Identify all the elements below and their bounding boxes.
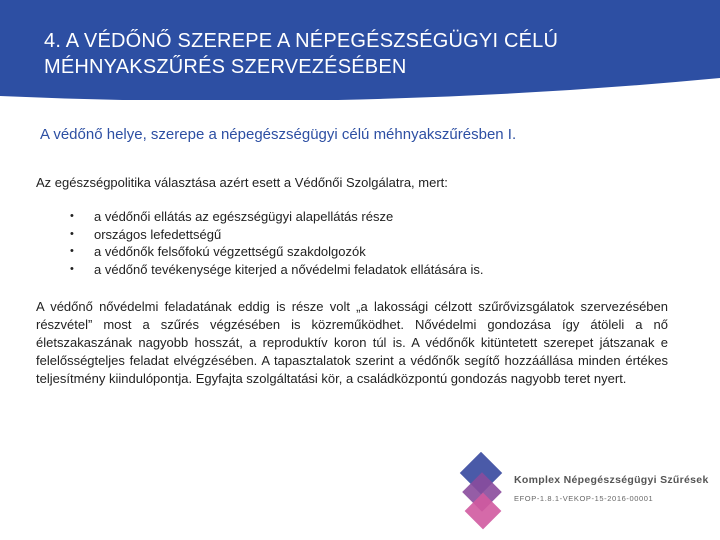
page-title-line-2: MÉHNYAKSZŰRÉS SZERVEZÉSÉBEN — [44, 56, 407, 78]
page-title — [44, 28, 684, 80]
section-subtitle: A védőnő helye, szerepe a népegészségügyi célú méhnyakszűrésben I. — [40, 126, 517, 143]
bullet-icon: • — [70, 245, 74, 257]
logo-project-code: EFOP-1.8.1-VEKOP-15-2016-00001 — [514, 494, 654, 503]
reasons-list — [60, 208, 680, 278]
logo-diamond-icon — [452, 452, 514, 540]
logo-name: Komplex Népegészségügyi Szűrések — [514, 474, 709, 486]
list-item-text: a védőnő tevékenysége kiterjed a nővédelmi feladatok ellátására is. — [94, 261, 484, 277]
intro-text: Az egészségpolitika választása azért esett a Védőnői Szolgálatra, mert: — [36, 175, 448, 190]
list-item — [60, 226, 680, 244]
header-banner — [0, 0, 720, 100]
project-logo — [452, 452, 720, 540]
list-item — [60, 243, 680, 261]
bullet-icon: • — [70, 227, 74, 240]
page-title-line-1: 4. A VÉDŐNŐ SZEREPE A NÉPEGÉSZSÉGÜGYI CÉLÚ — [44, 30, 559, 52]
list-item-text: a védőnők felsőfokú végzettségű szakdolgozók — [94, 244, 366, 259]
list-item — [60, 261, 680, 279]
body-paragraph: A védőnő nővédelmi feladatának eddig is része volt „a lakossági célzott szűrővizsgálatok szervezésében részvétel” most a szűrés végzésében is közreműködhet. Nővédelmi gondozása így átöleli a nő életszakaszának nagyobb hosszát, a reproduktív koron túl is. A védőnők kitüntetett szerepet játszanak e felelősségteljes feladat elvégzésében. A tapasztalatok szerint a védőnők segítő hozzáállása minden értékes teljesítmény kiindulópontja. Egyfajta szolgáltatási kör, a családközpontú gondozás nagyobb teret nyert. — [36, 299, 668, 386]
list-item-text: a védőnői ellátás az egészségügyi alapellátás része — [94, 209, 394, 224]
list-item — [60, 208, 680, 226]
list-item-text: országos lefedettségű — [94, 226, 222, 242]
bullet-icon: • — [70, 262, 74, 275]
bullet-icon: • — [70, 210, 74, 222]
